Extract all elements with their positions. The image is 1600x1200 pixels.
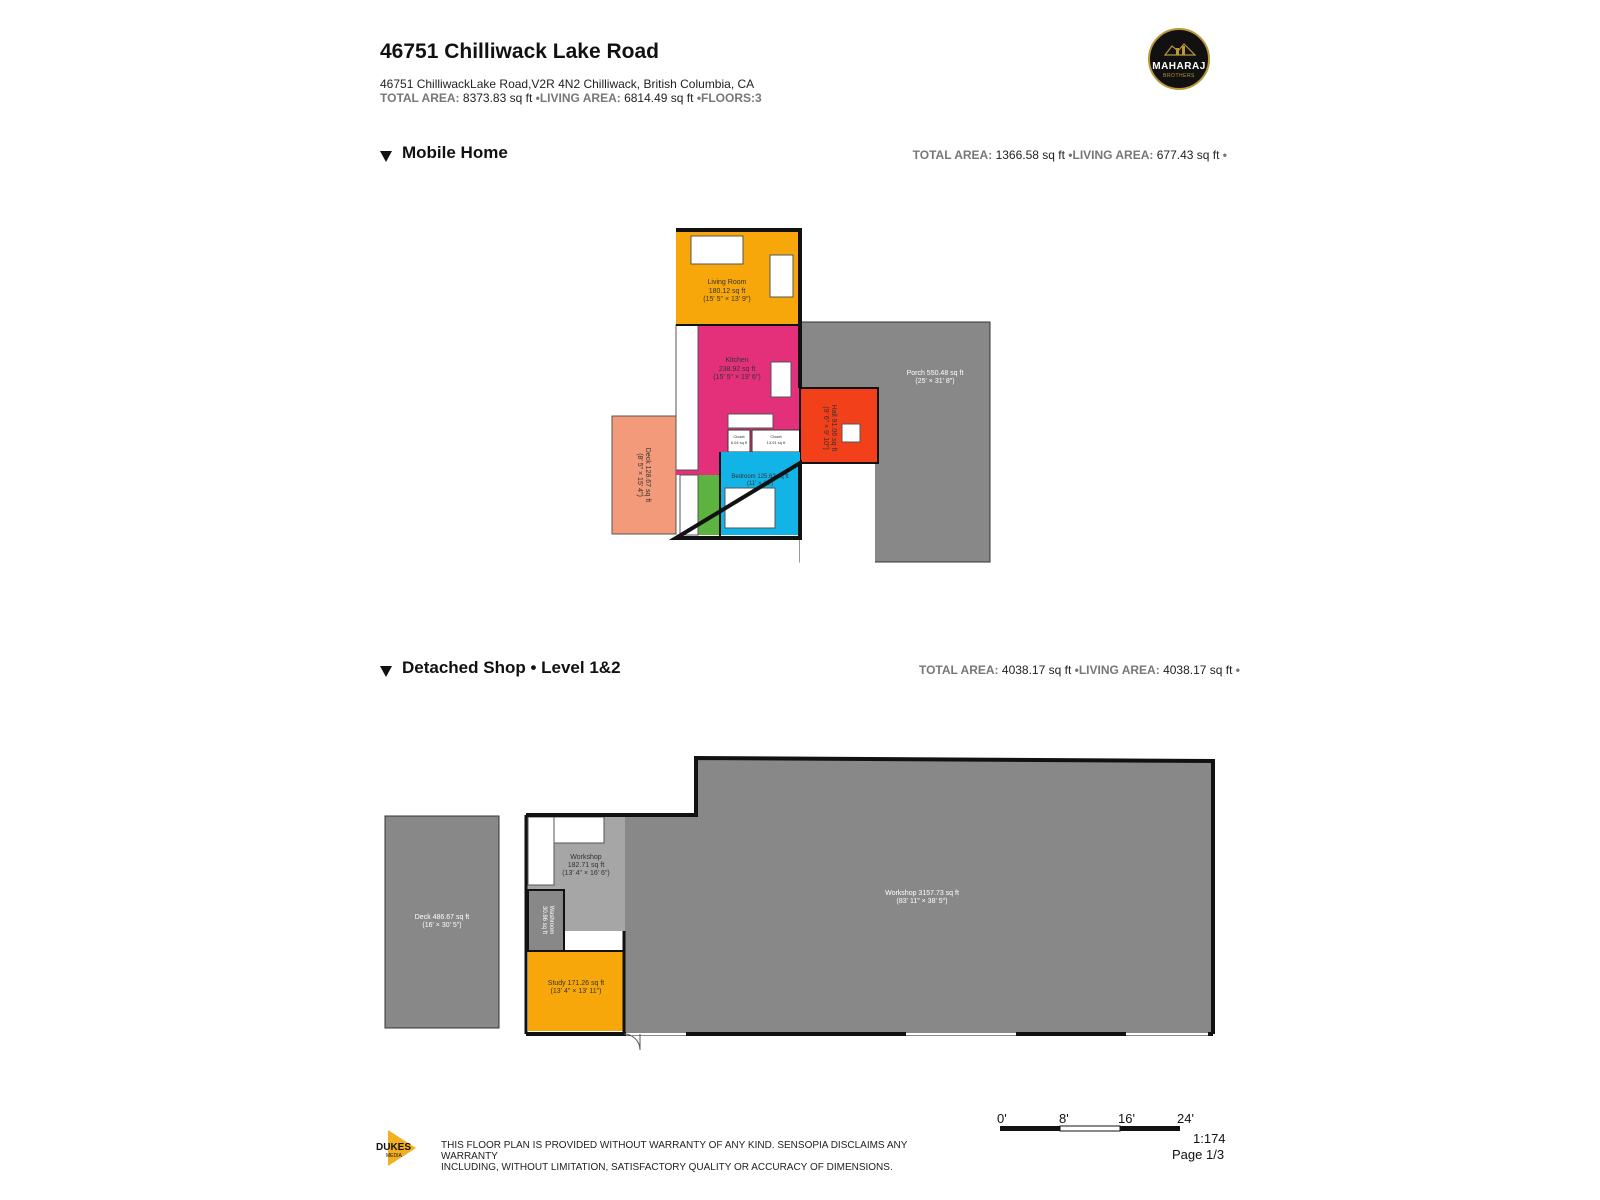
section-living-value: 4038.17 sq ft — [1163, 663, 1233, 677]
living-area-value: 6814.49 sq ft — [624, 91, 694, 105]
dukes-brand: DUKES — [376, 1142, 412, 1153]
bedroom-label: Bedroom 125.62 sq ft — [731, 474, 789, 480]
section-living-label: •LIVING AREA: — [1068, 148, 1154, 162]
workshop-big-label: Workshop 3157.73 sq ft — [885, 890, 959, 897]
section-title-text: Mobile Home — [402, 143, 508, 162]
total-area-value: 8373.83 sq ft — [462, 91, 533, 105]
dukes-brand-sub: MEDIA — [386, 1153, 402, 1159]
section-title-text: Detached Shop • Level 1&2 — [402, 658, 621, 677]
living-area-label: •LIVING AREA: — [535, 91, 621, 105]
study-dims: (13' 4" × 13' 11") — [550, 988, 602, 995]
workshop-big-dims: (83' 11" × 38' 5") — [896, 898, 948, 905]
scale-tick-8: 8' — [1059, 1111, 1069, 1126]
bedroom-dims: (11' × 12') — [746, 481, 774, 487]
logo-name: MAHARAJ — [1152, 61, 1206, 72]
living-room-dims: (15' 5" × 13' 9") — [703, 296, 751, 303]
living-room-area: 180.12 sq ft — [708, 288, 746, 295]
disclaimer-line-1: THIS FLOOR PLAN IS PROVIDED WITHOUT WARRANTY OF ANY KIND. SENSOPIA DISCLAIMS ANY WARRANTY — [441, 1140, 908, 1162]
kitchen-area: 238.92 sq ft — [718, 366, 756, 373]
scale-ratio: 1:174 — [1193, 1131, 1226, 1146]
study-label: Study 171.26 sq ft — [547, 980, 605, 987]
washroom-area: 30.86 sq ft — [541, 905, 547, 935]
section-total-label: TOTAL AREA: — [918, 663, 999, 677]
property-address: 46751 ChilliwackLake Road,V2R 4N2 Chilliwack, British Columbia, CA — [380, 77, 755, 91]
scale-tick-0: 0' — [997, 1111, 1007, 1126]
hall-dims: (9' 6" × 9' 10") — [822, 406, 829, 450]
workshop-small-dims: (13' 4" × 16' 6") — [562, 870, 610, 877]
section-total-value: 4038.17 sq ft — [1001, 663, 1072, 677]
scale-tick-16: 16' — [1118, 1111, 1135, 1126]
page-title: 46751 Chilliwack Lake Road — [380, 40, 659, 63]
logo-sub: BROTHERS — [1163, 73, 1195, 79]
closet-2-label: Closet — [770, 434, 782, 439]
closet-1-label: Closet — [733, 434, 745, 439]
section-total-label: TOTAL AREA: — [912, 148, 993, 162]
section-trailing: • — [1235, 663, 1240, 677]
porch-label: Porch 550.48 sq ft — [906, 370, 964, 377]
deck-mobile-label: Deck 128.67 sq ft — [644, 447, 651, 503]
kitchen-dims: (15' 5" × 19' 6") — [713, 374, 761, 381]
section-living-label: •LIVING AREA: — [1074, 663, 1160, 677]
section-total-value: 1366.58 sq ft — [995, 148, 1065, 162]
kitchen-label: Kitchen — [725, 357, 749, 364]
closet-1-area: 6.04 sq ft — [730, 440, 748, 445]
hall-label: Hall 91.06 sq ft — [830, 404, 837, 452]
workshop-small-area: 182.71 sq ft — [567, 862, 605, 869]
page-number: Page 1/3 — [1172, 1147, 1225, 1162]
porch-dims: (25' × 31' 8") — [915, 378, 955, 385]
scale-tick-24: 24' — [1177, 1111, 1194, 1126]
scale-bar — [1000, 1124, 1190, 1134]
deck-shop-label: Deck 486.67 sq ft — [414, 914, 470, 921]
closet-2-area: 13.91 sq ft — [766, 440, 786, 445]
total-area-label: TOTAL AREA: — [380, 91, 460, 105]
washroom-label: Washroom — [548, 905, 554, 935]
deck-mobile-dims: (8' 5" × 15' 4") — [636, 453, 643, 497]
section-living-value: 677.43 sq ft — [1156, 148, 1220, 162]
living-room-label: Living Room — [707, 279, 747, 286]
disclaimer-line-2: INCLUDING, WITHOUT LIMITATION, SATISFACTORY QUALITY OR ACCURACY OF DIMENSIONS. — [441, 1162, 893, 1173]
disclaimer — [441, 1140, 961, 1173]
floors-label: •FLOORS: — [696, 91, 756, 105]
deck-shop-dims: (16' × 30' 5") — [422, 922, 462, 929]
dukes-media-logo — [376, 1128, 426, 1168]
section-trailing: • — [1222, 148, 1227, 162]
floors-value: 3 — [755, 91, 762, 105]
workshop-small-label: Workshop — [570, 854, 602, 861]
